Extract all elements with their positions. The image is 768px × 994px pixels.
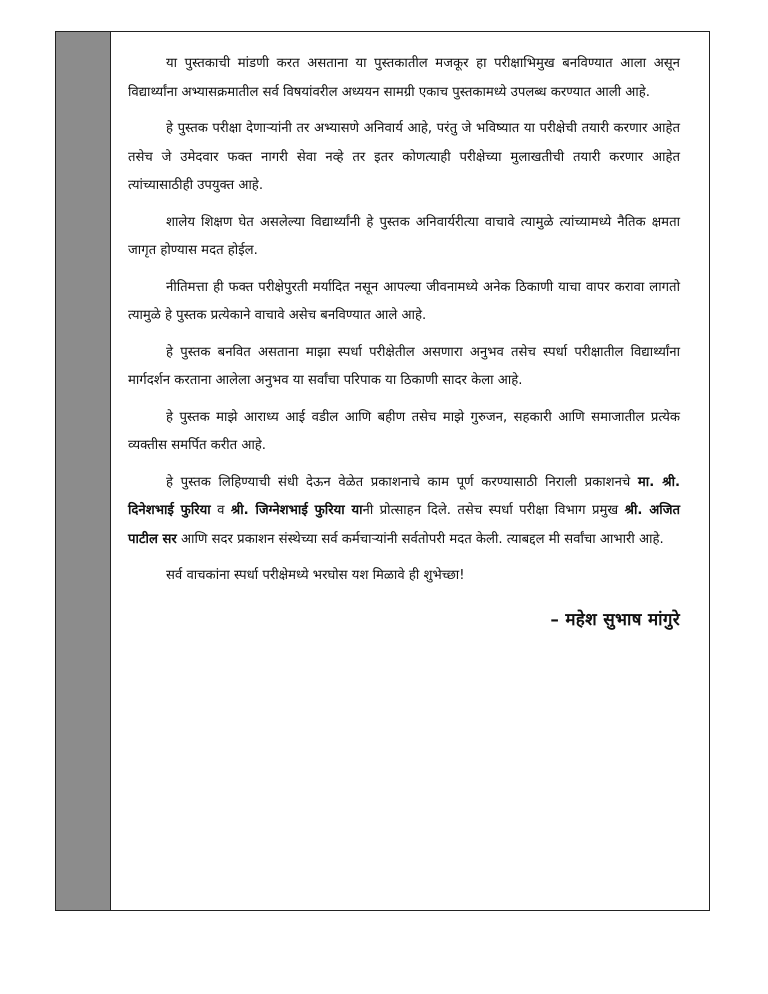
paragraph-4: नीतिमत्ता ही फक्त परीक्षेपुरती मर्यादित नसून आपल्या जीवनामध्ये अनेक ठिकाणी याचा वापर करावा लागतो त्यामुळे हे पुस्तक प्रत्येकाने वाचावे असेच बनविण्यात आले आहे. [128, 279, 680, 323]
paragraph-thanks [128, 469, 680, 555]
thanks-name-3: श्री. अजित पाटील सर [128, 503, 680, 547]
side-bar [56, 32, 111, 910]
thanks-name-2: श्री. जिग्नेशभाई फुरिया या [230, 503, 363, 518]
thanks-text-2: व [210, 503, 231, 518]
paragraph-2: हे पुस्तक परीक्षा देणाऱ्यांनी तर अभ्यासणे अनिवार्य आहे, परंतु जे भविष्यात या परीक्षेची तयारी करणार आहेत तसेच जे उमेदवार फक्त नागरी सेवा नव्हे तर इतर कोणत्याही परीक्षेच्या मुलाखतीची तयारी करणार आहेत त्यांच्यासाठीही उपयुक्त आहे. [128, 121, 680, 193]
thanks-text-1: हे पुस्तक लिहिण्याची संधी देऊन वेळेत प्रकाशनाचे काम पूर्ण करण्यासाठी निराली प्रकाशनचे [166, 474, 638, 490]
paragraph-1: या पुस्तकाची मांडणी करत असताना या पुस्तकातील मजकूर हा परीक्षाभिमुख बनविण्यात आला असून विद्यार्थ्यांना अभ्यासक्रमातील सर्व विषयांवरील अध्ययन सामग्री एकाच पुस्तकामध्ये उपलब्ध करण्यात आली आहे. [128, 56, 680, 100]
preface-content [128, 50, 680, 630]
paragraph-6: हे पुस्तक माझे आराध्य आई वडील आणि बहीण तसेच माझे गुरुजन, सहकारी आणि समाजातील प्रत्येक व्यक्तीस समर्पित करीत आहे. [128, 409, 680, 453]
thanks-text-3: नी प्रोत्साहन दिले. तसेच स्पर्धा परीक्षा विभाग प्रमुख [362, 503, 625, 518]
page-frame [55, 31, 710, 911]
paragraph-closing: सर्व वाचकांना स्पर्धा परीक्षेमध्ये भरघोस यश मिळावे ही शुभेच्छा! [166, 568, 465, 583]
paragraph-3: शालेय शिक्षण घेत असलेल्या विद्यार्थ्यांनी हे पुस्तक अनिवार्यरीत्या वाचावे त्यामुळे त्यांच्यामध्ये नैतिक क्षमता जागृत होण्यास मदत होईल. [128, 214, 680, 258]
thanks-name-1: मा. श्री. दिनेशभाई फुरिया [128, 474, 680, 518]
paragraph-5: हे पुस्तक बनवित असताना माझा स्पर्धा परीक्षेतील असणारा अनुभव तसेच स्पर्धा परीक्षातील विद्यार्थ्यांना मार्गदर्शन करताना आलेला अनुभव या सर्वांचा परिपाक या ठिकाणी सादर केला आहे. [128, 344, 680, 388]
thanks-text-4: आणि सदर प्रकाशन संस्थेच्या सर्व कर्मचाऱ्यांनी सर्वतोपरी मदत केली. त्याबद्दल मी सर्वांचा आभारी आहे. [176, 531, 664, 547]
author-signature: – महेश सुभाष मांगुरे [550, 609, 680, 630]
